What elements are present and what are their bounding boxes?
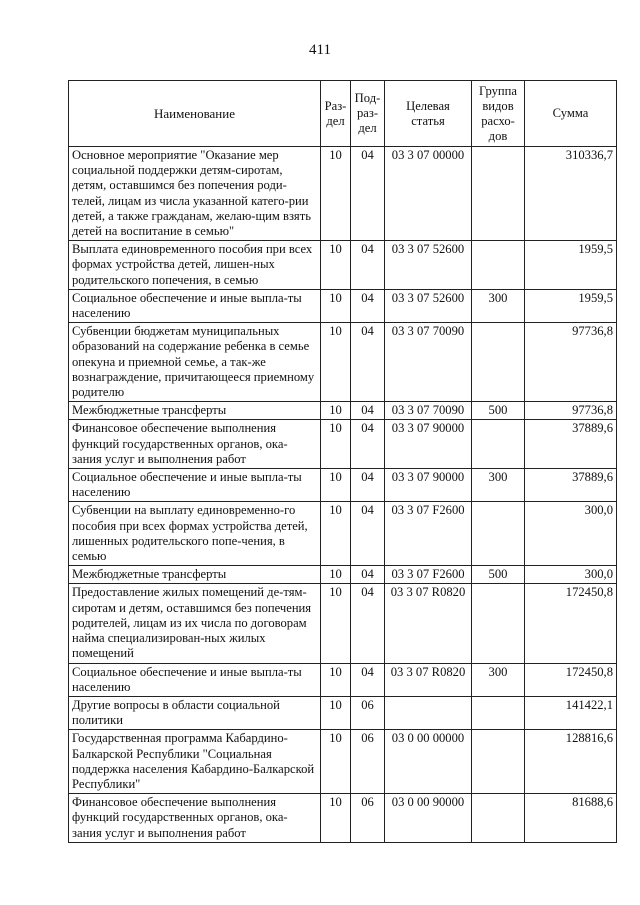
table-row [69, 502, 617, 566]
cell-expense-group: 300 [472, 289, 525, 322]
cell-section: 10 [321, 794, 351, 843]
cell-name: Социальное обеспечение и иные выпла-ты населению [69, 469, 321, 502]
cell-section: 10 [321, 289, 351, 322]
cell-target-article: 03 3 07 70090 [385, 323, 472, 402]
cell-subsection: 04 [351, 469, 385, 502]
table-row [69, 730, 617, 794]
page-number: 411 [309, 42, 331, 58]
cell-target-article: 03 3 07 00000 [385, 147, 472, 241]
cell-name: Выплата единовременного пособия при всех формах устройства детей, лишен-ных родительского попечения, в семью [69, 241, 321, 290]
cell-target-article: 03 3 07 F2600 [385, 502, 472, 566]
cell-amount: 172450,8 [525, 663, 617, 696]
cell-section: 10 [321, 584, 351, 663]
header-target-article: Целевая статья [385, 81, 472, 147]
table-row [69, 794, 617, 843]
table-row [69, 663, 617, 696]
cell-name: Финансовое обеспечение выполнения функций государственных органов, ока-зания услуг и выполнения работ [69, 420, 321, 469]
table-row [69, 323, 617, 402]
cell-target-article: 03 3 07 90000 [385, 469, 472, 502]
table-row [69, 469, 617, 502]
cell-amount: 128816,6 [525, 730, 617, 794]
cell-target-article: 03 3 07 R0820 [385, 663, 472, 696]
cell-target-article [385, 696, 472, 729]
cell-target-article: 03 3 07 F2600 [385, 566, 472, 584]
budget-table [68, 80, 617, 843]
cell-name: Межбюджетные трансферты [69, 402, 321, 420]
header-expense-group: Группа видов расхо- дов [472, 81, 525, 147]
cell-section: 10 [321, 469, 351, 502]
cell-amount: 300,0 [525, 566, 617, 584]
cell-subsection: 04 [351, 323, 385, 402]
cell-name: Государственная программа Кабардино-Балкарской Республики "Социальная поддержка населения Кабардино-Балкарской Республики" [69, 730, 321, 794]
cell-expense-group [472, 502, 525, 566]
cell-expense-group [472, 241, 525, 290]
cell-target-article: 03 0 00 00000 [385, 730, 472, 794]
cell-expense-group [472, 420, 525, 469]
header-section: Раз- дел [321, 81, 351, 147]
cell-section: 10 [321, 696, 351, 729]
cell-target-article: 03 0 00 90000 [385, 794, 472, 843]
cell-name: Социальное обеспечение и иные выпла-ты населению [69, 663, 321, 696]
cell-name: Предоставление жилых помещений де-тям-сиротам и детям, оставшимся без попечения родителей, лицам из их числа по договорам найма специализирован-ных жилых помещений [69, 584, 321, 663]
cell-amount: 37889,6 [525, 420, 617, 469]
cell-amount: 310336,7 [525, 147, 617, 241]
cell-amount: 81688,6 [525, 794, 617, 843]
cell-subsection: 04 [351, 584, 385, 663]
cell-name: Межбюджетные трансферты [69, 566, 321, 584]
cell-section: 10 [321, 420, 351, 469]
cell-expense-group: 500 [472, 566, 525, 584]
cell-subsection: 06 [351, 730, 385, 794]
header-amount: Сумма [525, 81, 617, 147]
cell-expense-group [472, 730, 525, 794]
cell-section: 10 [321, 730, 351, 794]
cell-name: Социальное обеспечение и иные выпла-ты населению [69, 289, 321, 322]
cell-subsection: 04 [351, 402, 385, 420]
table-row [69, 696, 617, 729]
cell-expense-group: 300 [472, 663, 525, 696]
table-row [69, 420, 617, 469]
cell-target-article: 03 3 07 70090 [385, 402, 472, 420]
cell-section: 10 [321, 502, 351, 566]
cell-expense-group [472, 794, 525, 843]
cell-amount: 1959,5 [525, 241, 617, 290]
cell-subsection: 06 [351, 794, 385, 843]
table-row [69, 584, 617, 663]
cell-subsection: 06 [351, 696, 385, 729]
table-row [69, 402, 617, 420]
cell-amount: 300,0 [525, 502, 617, 566]
cell-name: Субвенции на выплату единовременно-го пособия при всех формах устройства детей, лишенных родительского попе-чения, в семью [69, 502, 321, 566]
cell-amount: 141422,1 [525, 696, 617, 729]
cell-amount: 1959,5 [525, 289, 617, 322]
cell-target-article: 03 3 07 52600 [385, 289, 472, 322]
cell-name: Финансовое обеспечение выполнения функций государственных органов, ока-зания услуг и выполнения работ [69, 794, 321, 843]
cell-target-article: 03 3 07 52600 [385, 241, 472, 290]
cell-name: Основное мероприятие "Оказание мер социальной поддержки детям-сиротам, детям, оставшимся без попечения роди-телей, лицам из числа указанной катего-рии детей, а также гражданам, желаю-щим взять детей на воспитание в семью" [69, 147, 321, 241]
cell-section: 10 [321, 147, 351, 241]
cell-subsection: 04 [351, 289, 385, 322]
cell-subsection: 04 [351, 147, 385, 241]
cell-amount: 97736,8 [525, 402, 617, 420]
cell-expense-group [472, 147, 525, 241]
cell-section: 10 [321, 241, 351, 290]
cell-name: Субвенции бюджетам муниципальных образований на содержание ребенка в семье опекуна и приемной семье, а так-же вознаграждение, причитающееся приемному родителю [69, 323, 321, 402]
header-name: Наименование [69, 81, 321, 147]
cell-subsection: 04 [351, 420, 385, 469]
header-subsection: Под- раз- дел [351, 81, 385, 147]
cell-target-article: 03 3 07 90000 [385, 420, 472, 469]
table-row [69, 241, 617, 290]
cell-expense-group [472, 323, 525, 402]
cell-expense-group [472, 584, 525, 663]
cell-subsection: 04 [351, 241, 385, 290]
cell-subsection: 04 [351, 566, 385, 584]
table-row [69, 566, 617, 584]
cell-amount: 37889,6 [525, 469, 617, 502]
header-row [69, 81, 617, 147]
table-row [69, 147, 617, 241]
cell-section: 10 [321, 323, 351, 402]
table-row [69, 289, 617, 322]
cell-amount: 97736,8 [525, 323, 617, 402]
cell-section: 10 [321, 663, 351, 696]
cell-section: 10 [321, 566, 351, 584]
cell-expense-group [472, 696, 525, 729]
cell-amount: 172450,8 [525, 584, 617, 663]
cell-expense-group: 500 [472, 402, 525, 420]
cell-subsection: 04 [351, 663, 385, 696]
cell-expense-group: 300 [472, 469, 525, 502]
cell-subsection: 04 [351, 502, 385, 566]
cell-target-article: 03 3 07 R0820 [385, 584, 472, 663]
cell-name: Другие вопросы в области социальной политики [69, 696, 321, 729]
cell-section: 10 [321, 402, 351, 420]
